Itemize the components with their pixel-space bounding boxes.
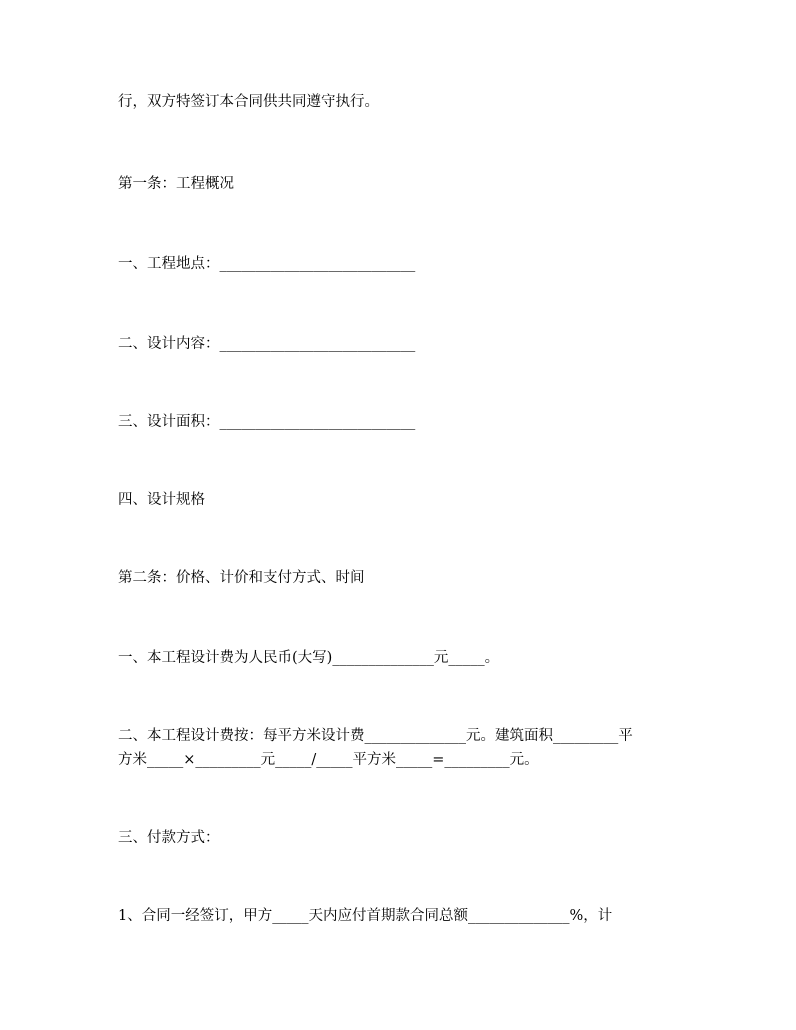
article-1-heading: 第一条：工程概况	[118, 176, 234, 192]
article-2-heading: 第二条：价格、计价和支付方式、时间	[118, 570, 365, 586]
design-content-field: 二、设计内容：___________________________	[118, 336, 416, 352]
design-spec-item: 四、设计规格	[118, 492, 205, 508]
design-area-field: 三、设计面积：___________________________	[118, 414, 416, 430]
design-fee-calc-clause: 方米_____×_________元_____/_____平方米_____=_________元。	[118, 752, 539, 768]
design-fee-total-clause: 一、本工程设计费为人民币(大写)______________元_____。	[118, 650, 500, 666]
payment-method-heading: 三、付款方式：	[118, 830, 220, 846]
intro-continuation-text: 行，双方特签订本合同供共同遵守执行。	[118, 94, 379, 110]
design-fee-rate-clause: 二、本工程设计费按：每平方米设计费______________元。建筑面积_________平	[118, 728, 633, 744]
first-payment-clause: 1、合同一经签订，甲方_____天内应付首期款合同总额______________%，计	[118, 908, 613, 924]
project-location-field: 一、工程地点：___________________________	[118, 256, 416, 272]
